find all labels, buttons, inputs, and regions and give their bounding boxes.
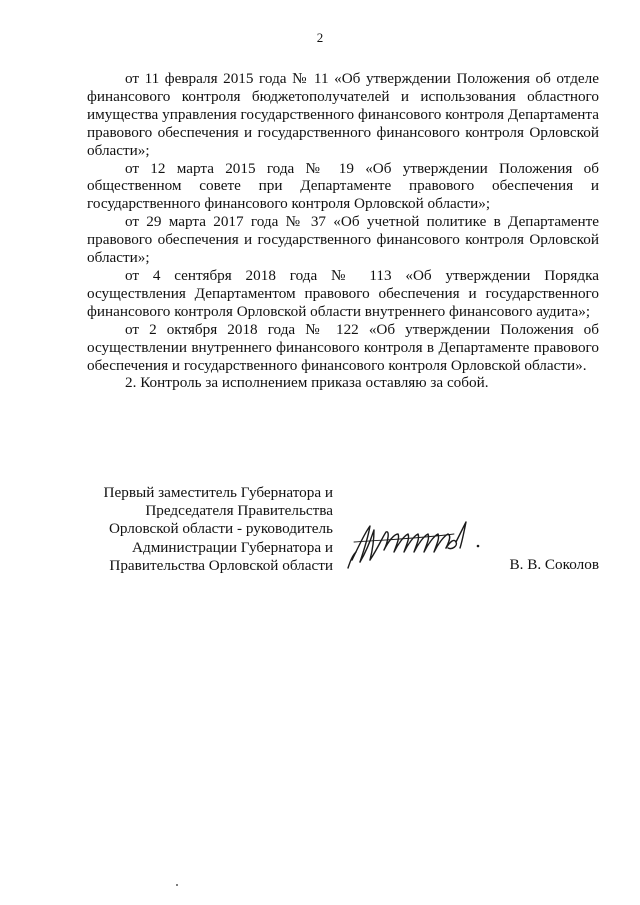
signer-title-line: Председателя Правительства bbox=[145, 502, 333, 520]
paragraph-control-clause: 2. Контроль за исполнением приказа оставляю за собой. bbox=[125, 374, 489, 392]
signer-title-line: Орловской области - руководитель bbox=[108, 520, 333, 538]
paragraph-order-11: от 11 февраля 2015 года № 11 «Об утверждении Положения об отделе финансового контроля бюджетополучателей и использования областного имущества управления государственного финансового контроля Департамента правового обеспечения и государственного финансового контроля Орловской области»; bbox=[87, 70, 599, 159]
scan-artifact-dot bbox=[176, 884, 178, 886]
signer-title-line: Первый заместитель Губернатора и bbox=[103, 484, 333, 501]
handwritten-signature-icon bbox=[344, 512, 494, 574]
signer-name: В. В. Соколов bbox=[509, 556, 599, 573]
paragraph-order-37: от 29 марта 2017 года № 37 «Об учетной политике в Департаменте правового обеспечения и государственного финансового контроля Орловской области»; bbox=[87, 213, 599, 267]
paragraph-order-113: от 4 сентября 2018 года № 113 «Об утверждении Порядка осуществления Департаментом правового обеспечения и государственного финансового контроля Орловской области внутреннего финансового аудита»; bbox=[87, 266, 599, 320]
signer-title bbox=[87, 484, 333, 575]
page-number: 2 bbox=[316, 30, 324, 45]
paragraph-order-122: от 2 октября 2018 года № 122 «Об утверждении Положения об осуществлении внутреннего финансового контроля в Департаменте правового обеспечения и государственного финансового контроля Орловской области». bbox=[87, 320, 599, 374]
signer-title-line: Правительства Орловской области bbox=[109, 556, 333, 574]
signer-title-line: Администрации Губернатора и bbox=[132, 538, 333, 556]
signature-block bbox=[87, 484, 599, 584]
document-body bbox=[87, 70, 599, 392]
paragraph-order-19: от 12 марта 2015 года № 19 «Об утверждении Положения об общественном совете при Департаменте правового обеспечения и государственного финансового контроля Орловской области»; bbox=[87, 159, 599, 213]
